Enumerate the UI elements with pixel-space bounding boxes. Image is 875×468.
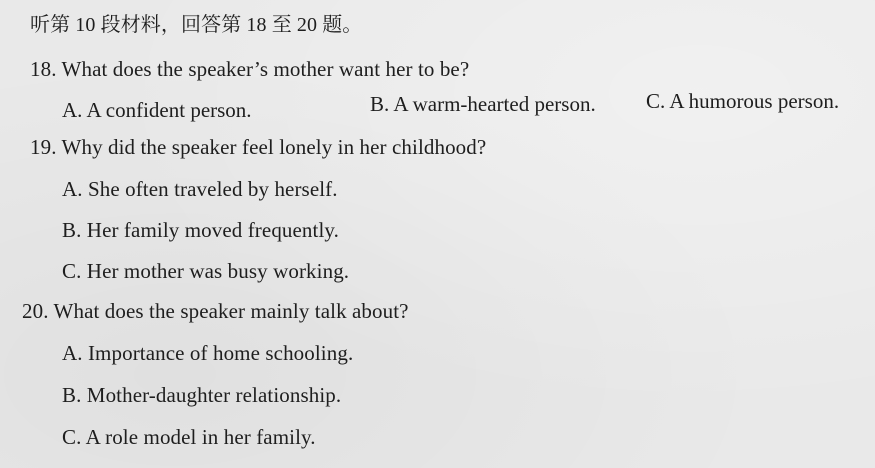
option-18-b: B. A warm-hearted person. — [370, 92, 596, 116]
option-20-c: C. A role model in her family. — [62, 425, 316, 449]
option-18-c: C. A humorous person. — [646, 89, 840, 113]
option-19-b: B. Her family moved frequently. — [62, 218, 339, 242]
option-18-a: A. A confident person. — [62, 98, 252, 122]
question-text: What does the speaker mainly talk about? — [53, 299, 409, 323]
question-number: 20. — [22, 299, 49, 323]
question-20 — [22, 298, 409, 324]
question-18 — [30, 56, 469, 82]
question-number: 18. — [30, 57, 57, 81]
question-text: What does the speaker’s mother want her to be? — [61, 57, 470, 81]
question-text: Why did the speaker feel lonely in her childhood? — [61, 135, 487, 159]
option-19-a: A. She often traveled by herself. — [62, 177, 338, 201]
section-instruction: 听第 10 段材料，回答第 18 至 20 题。 — [30, 14, 363, 36]
question-19 — [30, 134, 486, 160]
option-19-c: C. Her mother was busy working. — [62, 259, 350, 283]
question-number: 19. — [30, 135, 57, 159]
option-20-a: A. Importance of home schooling. — [62, 341, 354, 365]
option-20-b: B. Mother-daughter relationship. — [62, 383, 342, 407]
